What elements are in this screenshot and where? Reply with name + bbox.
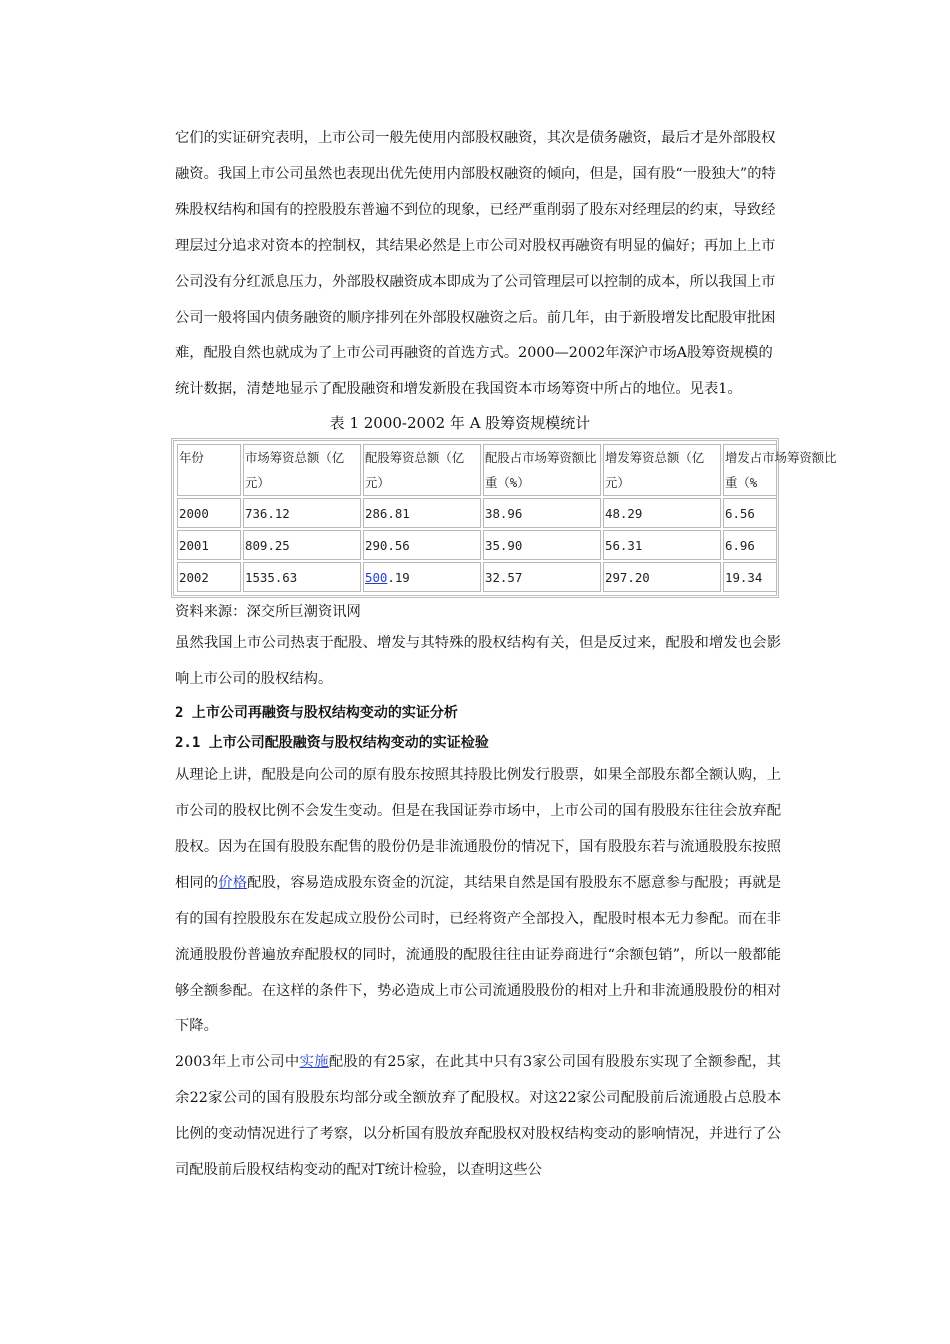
table-row bbox=[177, 530, 777, 560]
cell-market-total: 1535.63 bbox=[243, 562, 361, 592]
cell-year: 2002 bbox=[177, 562, 241, 592]
cell-market-total: 809.25 bbox=[243, 530, 361, 560]
cell-rights-total: 286.81 bbox=[363, 498, 481, 528]
financing-table bbox=[171, 438, 837, 598]
header-market-total: 市场筹资总额（亿元） bbox=[243, 444, 361, 496]
price-link[interactable]: 价格 bbox=[218, 874, 248, 891]
header-seo-share bbox=[723, 444, 837, 496]
paragraph-2003-text-2: 配股的有25家，在此其中只有3家公司国有股股东实现了全额参配，其余22家公司的国有股股东均部分或全额放弃了配股权。对这22家公司配股前后流通股占总股本比例的变动情况进行了考察，以分析国有股放弃配股权对股权结构变动的影响情况，并进行了公司配股前后股权结构变动的配对T统计检验，以查明这些公 bbox=[175, 1054, 781, 1179]
rights-value-rest: .19 bbox=[387, 570, 410, 586]
paragraph-intro: 它们的实证研究表明，上市公司一般先使用内部股权融资，其次是债务融资，最后才是外部股权融资。我国上市公司虽然也表现出优先使用内部股权融资的倾向，但是，国有股“一股独大”的特殊股权结构和国有的控股股东普遍不到位的现象，已经严重削弱了股东对经理层的约束，导致经理层过分追求对资本的控制权，其结果必然是上市公司对股权再融资有明显的偏好；再加上上市公司没有分红派息压力，外部股权融资成本即成为了公司管理层可以控制的成本，所以我国上市公司一般将国内债务融资的顺序排列在外部股权融资之后。前几年，由于新股增发比配股审批困难，配股自然也就成为了上市公司再融资的首选方式。2000—2002年深沪市场A股筹资规模的统计数据，清楚地显示了配股融资和增发新股在我国资本市场筹资中所占的地位。见表1。 bbox=[175, 130, 776, 398]
cell-market-total: 736.12 bbox=[243, 498, 361, 528]
cell-year: 2000 bbox=[177, 498, 241, 528]
table-header-row bbox=[177, 444, 777, 496]
header-seo-share-text: 增发占市场筹资额比重（% bbox=[725, 450, 837, 491]
paragraph-effect: 虽然我国上市公司热衷于配股、增发与其特殊的股权结构有关，但是反过来，配股和增发也会影响上市公司的股权结构。 bbox=[175, 635, 781, 688]
paragraph-theory-text-2: 配股，容易造成股东资金的沉淀，其结果自然是国有股股东不愿意参与配股；再就是有的国有控股股东在发起成立股份公司时，已经将资产全部投入，配股时根本无力参配。而在非流通股股份普遍放弃配股权的同时，流通股的配股往往由证券商进行“余额包销”，所以一般都能够全额参配。在这样的条件下，势必造成上市公司流通股股份的相对上升和非流通股股份的相对下降。 bbox=[175, 874, 782, 1035]
cell-rights-share: 32.57 bbox=[483, 562, 601, 592]
paragraph-2003-text-1: 2003年上市公司中 bbox=[175, 1054, 300, 1071]
cell-year: 2001 bbox=[177, 530, 241, 560]
cell-rights-total: 290.56 bbox=[363, 530, 481, 560]
cell-seo-share: 6.96 bbox=[723, 530, 777, 560]
cell-seo-total: 297.20 bbox=[603, 562, 721, 592]
table-row bbox=[177, 498, 777, 528]
cell-rights-share: 38.96 bbox=[483, 498, 601, 528]
cell-seo-share: 6.56 bbox=[723, 498, 777, 528]
table-row bbox=[177, 562, 777, 592]
header-seo-total: 增发筹资总额（亿元） bbox=[603, 444, 721, 496]
section-heading: 2 上市公司再融资与股权结构变动的实证分析 bbox=[175, 705, 458, 722]
cell-rights-share: 35.90 bbox=[483, 530, 601, 560]
cell-seo-share: 19.34 bbox=[723, 562, 777, 592]
cell-rights-total bbox=[363, 562, 481, 592]
subsection-heading: 2.1 上市公司配股融资与股权结构变动的实证检验 bbox=[175, 735, 489, 752]
paragraph-theory-text-1: 从理论上讲，配股是向公司的原有股东按照其持股比例发行股票，如果全部股东都全额认购，上市公司的股权比例不会发生变动。但是在我国证券市场中，上市公司的国有股股东往往会放弃配股权。因为在国有股股东配售的股份仍是非流通股份的情况下，国有股股东若与流通股股东按照相同的 bbox=[175, 767, 781, 891]
paragraph-theory bbox=[175, 758, 781, 1045]
paragraph-2003 bbox=[175, 1045, 781, 1189]
header-year: 年份 bbox=[177, 444, 241, 496]
table-source: 资料来源：深交所巨潮资讯网 bbox=[175, 604, 361, 621]
header-rights-share: 配股占市场筹资额比重（%） bbox=[483, 444, 601, 496]
rights-value-link[interactable]: 500 bbox=[365, 570, 388, 586]
table-caption: 表 1 2000-2002 年 A 股筹资规模统计 bbox=[329, 414, 591, 433]
document-page bbox=[175, 121, 837, 1189]
cell-seo-total: 56.31 bbox=[603, 530, 721, 560]
header-rights-total: 配股筹资总额（亿元） bbox=[363, 444, 481, 496]
implement-link[interactable]: 实施 bbox=[299, 1054, 329, 1071]
cell-seo-total: 48.29 bbox=[603, 498, 721, 528]
